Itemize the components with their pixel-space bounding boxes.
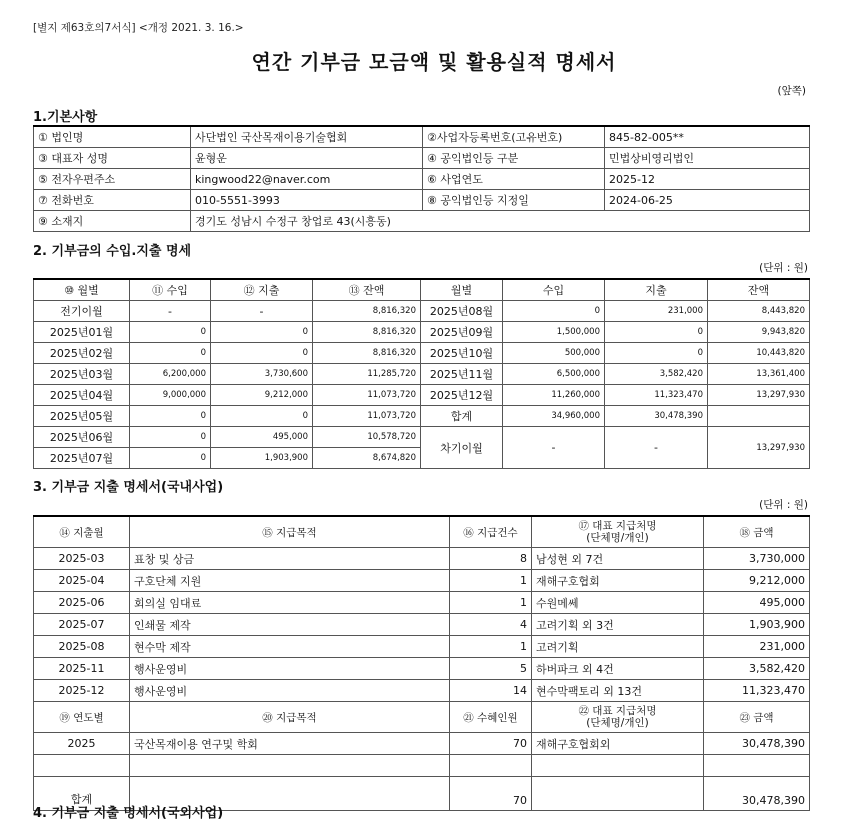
count-cell: 5: [450, 658, 532, 680]
column-header: ⑳ 지급목적: [130, 702, 450, 733]
expense-row: [34, 636, 810, 658]
field-label: ③ 대표자 성명: [34, 148, 191, 169]
amount-cell: 495,000: [704, 592, 810, 614]
total-blank: [532, 777, 704, 811]
field-value: 845-82-005**: [605, 126, 810, 148]
payee-cell: 수원메쎄: [532, 592, 704, 614]
page-title: 연간 기부금 모금액 및 활용실적 명세서: [251, 50, 617, 74]
income-cell: 6,500,000: [503, 364, 605, 385]
month-cell: 2025-07: [34, 614, 130, 636]
field-label: ②사업자등록번호(고유번호): [423, 126, 605, 148]
beneficiaries-cell: 70: [450, 733, 532, 755]
field-label: ⑥ 사업연도: [423, 169, 605, 190]
income-row: [34, 301, 810, 322]
expense-cell: 30,478,390: [605, 406, 708, 427]
amount-cell: 3,730,000: [704, 548, 810, 570]
count-cell: 14: [450, 680, 532, 702]
carry-balance: 13,297,930: [708, 427, 810, 469]
column-header: ⑱ 금액: [704, 516, 810, 548]
column-header: [532, 516, 704, 548]
payee-cell: 고려기획: [532, 636, 704, 658]
income-cell: -: [130, 301, 211, 322]
income-cell: 500,000: [503, 343, 605, 364]
yearly-row: [34, 733, 810, 755]
field-label: ⑤ 전자우편주소: [34, 169, 191, 190]
column-header: ㉓ 금액: [704, 702, 810, 733]
income-row: [34, 364, 810, 385]
income-cell: 0: [130, 427, 211, 448]
count-cell: 8: [450, 548, 532, 570]
expense-cell: -: [211, 301, 313, 322]
month-cell: 2025년05월: [34, 406, 130, 427]
page-side-label: (앞쪽): [777, 85, 806, 97]
column-header: ⑮ 지급목적: [130, 516, 450, 548]
income-cell: 0: [130, 322, 211, 343]
carry-income: -: [503, 427, 605, 469]
balance-cell: 8,816,320: [313, 343, 421, 364]
section4-title: 4. 기부금 지출 명세서(국외사업): [33, 806, 224, 821]
section2-unit: (단위 : 원): [759, 262, 808, 274]
amount-cell: 3,582,420: [704, 658, 810, 680]
field-value: 2025-12: [605, 169, 810, 190]
balance-cell: 11,285,720: [313, 364, 421, 385]
column-header: [532, 702, 704, 733]
expense-row: [34, 680, 810, 702]
month-cell: 2025년11월: [421, 364, 503, 385]
domestic-expense-table: [33, 515, 810, 811]
basic-info-table: [33, 125, 810, 232]
count-cell: 1: [450, 592, 532, 614]
column-header: ⑲ 연도별: [34, 702, 130, 733]
field-label: ⑧ 공익법인등 지정일: [423, 190, 605, 211]
header-subline: (단체명/개인): [586, 532, 649, 544]
purpose-cell: 행사운영비: [130, 658, 450, 680]
total-amount: 30,478,390: [704, 777, 810, 811]
field-label: ⑦ 전화번호: [34, 190, 191, 211]
amount-cell: 1,903,900: [704, 614, 810, 636]
expense-cell: 3,730,600: [211, 364, 313, 385]
month-cell: 2025년10월: [421, 343, 503, 364]
carry-expense: -: [605, 427, 708, 469]
section1-title: 1.기본사항: [33, 110, 98, 125]
month-cell: 2025년03월: [34, 364, 130, 385]
purpose-cell: 현수막 제작: [130, 636, 450, 658]
address-label: ⑨ 소재지: [34, 211, 191, 232]
month-cell: 2025년08월: [421, 301, 503, 322]
income-cell: 0: [503, 301, 605, 322]
payee-cell: 재해구호협회: [532, 570, 704, 592]
purpose-cell: 국산목재이용 연구및 학회: [130, 733, 450, 755]
total-label: 합계: [34, 777, 130, 811]
section2-title: 2. 기부금의 수입.지출 명세: [33, 244, 192, 259]
income-cell: 0: [130, 406, 211, 427]
month-cell: 2025-12: [34, 680, 130, 702]
carry-label: 차기이월: [421, 427, 503, 469]
expense-row: [34, 548, 810, 570]
column-header: ⑪ 수입: [130, 279, 211, 301]
income-row: [34, 406, 810, 427]
count-cell: 1: [450, 636, 532, 658]
month-cell: 2025년02월: [34, 343, 130, 364]
expense-cell: 1,903,900: [211, 448, 313, 469]
balance-cell: 13,361,400: [708, 364, 810, 385]
column-header: ⑭ 지출월: [34, 516, 130, 548]
income-cell: 1,500,000: [503, 322, 605, 343]
purpose-cell: 구호단체 지원: [130, 570, 450, 592]
month-cell: 2025-08: [34, 636, 130, 658]
field-value: kingwood22@naver.com: [191, 169, 423, 190]
income-row: [34, 343, 810, 364]
expense-cell: 9,212,000: [211, 385, 313, 406]
income-cell: 0: [130, 343, 211, 364]
income-cell: 6,200,000: [130, 364, 211, 385]
month-cell: 2025년06월: [34, 427, 130, 448]
year-cell: 2025: [34, 733, 130, 755]
basic-info-row: [34, 169, 810, 190]
balance-cell: 8,674,820: [313, 448, 421, 469]
purpose-cell: 표창 및 상금: [130, 548, 450, 570]
month-cell: 2025-11: [34, 658, 130, 680]
balance-cell: 10,578,720: [313, 427, 421, 448]
expense-header-row: [34, 702, 810, 733]
address-value: 경기도 성남시 수정구 창업로 43(시흥동): [191, 211, 810, 232]
purpose-cell: 인쇄물 제작: [130, 614, 450, 636]
purpose-cell: 행사운영비: [130, 680, 450, 702]
balance-cell: 8,816,320: [313, 301, 421, 322]
amount-cell: 11,323,470: [704, 680, 810, 702]
expense-cell: 0: [211, 322, 313, 343]
column-header: 월별: [421, 279, 503, 301]
form-number: [별지 제63호의7서식] <개정 2021. 3. 16.>: [33, 22, 244, 34]
expense-cell: 3,582,420: [605, 364, 708, 385]
basic-info-row: [34, 148, 810, 169]
payee-cell: 재해구호협회외: [532, 733, 704, 755]
column-header: ⑫ 지출: [211, 279, 313, 301]
balance-cell: 8,816,320: [313, 322, 421, 343]
count-cell: 1: [450, 570, 532, 592]
count-cell: 4: [450, 614, 532, 636]
expense-cell: 11,323,470: [605, 385, 708, 406]
income-cell: 34,960,000: [503, 406, 605, 427]
expense-cell: 0: [605, 343, 708, 364]
column-header: ⑬ 잔액: [313, 279, 421, 301]
expense-cell: 231,000: [605, 301, 708, 322]
column-header: ⑩ 월별: [34, 279, 130, 301]
expense-cell: 495,000: [211, 427, 313, 448]
beneficiaries-cell: [450, 755, 532, 777]
basic-info-row: [34, 190, 810, 211]
column-header: 잔액: [708, 279, 810, 301]
purpose-cell: [130, 755, 450, 777]
expense-row: [34, 592, 810, 614]
income-row: [34, 427, 810, 448]
balance-cell: 10,443,820: [708, 343, 810, 364]
month-cell: 2025년12월: [421, 385, 503, 406]
field-label: ① 법인명: [34, 126, 191, 148]
balance-cell: 11,073,720: [313, 385, 421, 406]
balance-cell: [708, 406, 810, 427]
expense-cell: 0: [211, 406, 313, 427]
field-value: 2024-06-25: [605, 190, 810, 211]
header-line: ㉒ 대표 지급처명: [578, 705, 657, 717]
purpose-cell: 회의실 임대료: [130, 592, 450, 614]
payee-cell: 고려기획 외 3건: [532, 614, 704, 636]
month-cell: 2025년07월: [34, 448, 130, 469]
balance-cell: 13,297,930: [708, 385, 810, 406]
field-value: 윤형운: [191, 148, 423, 169]
month-cell: 2025년01월: [34, 322, 130, 343]
column-header: 수입: [503, 279, 605, 301]
total-count: 70: [450, 777, 532, 811]
income-expense-table: [33, 278, 810, 469]
expense-row: [34, 614, 810, 636]
amount-cell: 9,212,000: [704, 570, 810, 592]
income-cell: 9,000,000: [130, 385, 211, 406]
field-label: ④ 공익법인등 구분: [423, 148, 605, 169]
column-header: ⑯ 지급건수: [450, 516, 532, 548]
expense-cell: 0: [605, 322, 708, 343]
income-cell: 0: [130, 448, 211, 469]
month-cell: 합계: [421, 406, 503, 427]
expense-cell: 0: [211, 343, 313, 364]
amount-cell: [704, 755, 810, 777]
expense-header-row: [34, 516, 810, 548]
month-cell: 2025-06: [34, 592, 130, 614]
amount-cell: 30,478,390: [704, 733, 810, 755]
section3-unit: (단위 : 원): [759, 499, 808, 511]
income-row: [34, 322, 810, 343]
column-header: 지출: [605, 279, 708, 301]
income-row: [34, 385, 810, 406]
year-cell: [34, 755, 130, 777]
payee-cell: 남성현 외 7건: [532, 548, 704, 570]
expense-row: [34, 570, 810, 592]
payee-cell: 하버파크 외 4건: [532, 658, 704, 680]
field-value: 민법상비영리법인: [605, 148, 810, 169]
balance-cell: 11,073,720: [313, 406, 421, 427]
month-cell: 2025년09월: [421, 322, 503, 343]
balance-cell: 9,943,820: [708, 322, 810, 343]
balance-cell: 8,443,820: [708, 301, 810, 322]
income-header-row: [34, 279, 810, 301]
section3-title: 3. 기부금 지출 명세서(국내사업): [33, 480, 224, 495]
month-cell: 전기이월: [34, 301, 130, 322]
basic-info-row: [34, 126, 810, 148]
header-line: ⑰ 대표 지급처명: [578, 520, 657, 532]
month-cell: 2025년04월: [34, 385, 130, 406]
header-subline: (단체명/개인): [586, 717, 649, 729]
amount-cell: 231,000: [704, 636, 810, 658]
expense-row: [34, 658, 810, 680]
column-header: ㉑ 수혜인원: [450, 702, 532, 733]
month-cell: 2025-03: [34, 548, 130, 570]
income-cell: 11,260,000: [503, 385, 605, 406]
address-row: [34, 211, 810, 232]
field-value: 사단법인 국산목재이용기술협회: [191, 126, 423, 148]
yearly-row: [34, 755, 810, 777]
payee-cell: 현수막팩토리 외 13건: [532, 680, 704, 702]
month-cell: 2025-04: [34, 570, 130, 592]
payee-cell: [532, 755, 704, 777]
field-value: 010-5551-3993: [191, 190, 423, 211]
